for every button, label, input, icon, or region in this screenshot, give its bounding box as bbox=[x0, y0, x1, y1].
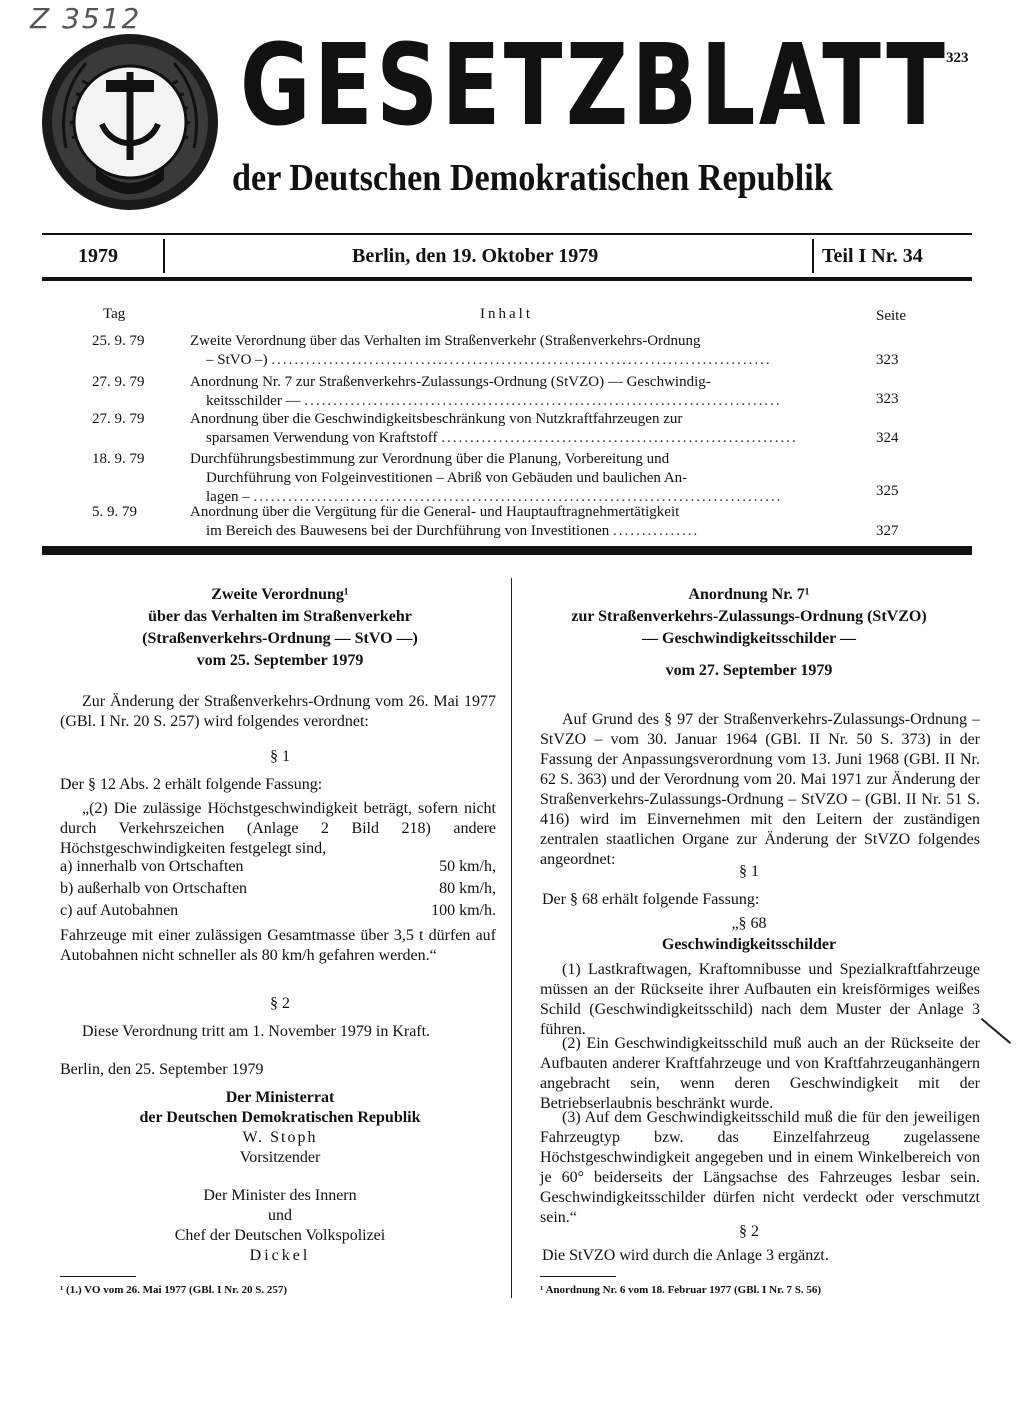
gazette-title: GESETZBLATT bbox=[240, 19, 949, 151]
speed-limit-value: 50 km/h, bbox=[439, 858, 496, 875]
right-article-heading bbox=[524, 584, 974, 682]
signature-line: Chef der Deutschen Volkspolizei bbox=[174, 1227, 386, 1244]
right-title-line: zur Straßenverkehrs-Zulassungs-Ordnung (StVZO) bbox=[571, 608, 927, 625]
toc-entry-title: Anordnung über die Vergütung für die General- und Hauptauftragnehmertätigkeit bbox=[190, 504, 680, 520]
toc-entry: 5. 9. 79 Anordnung über die Vergütung für die General- und Hauptauftragnehmertätigkeit im Bereich des Bauwesens bei der Durchführung von Investitionen ............... 327 bbox=[40, 503, 980, 543]
page-number: 323 bbox=[946, 50, 969, 66]
right-paragraph-2: (2) Ein Geschwindigkeitsschild muß auch an der Rückseite der Aufbauten anderer Kraftfahrzeuge und von Kraftfahrzeuganhängern angebracht sein, wenn deren Geschwindigkeit mit der Betriebserlaubnis beschränkt wurde. bbox=[540, 1035, 980, 1112]
issue-part: Teil I Nr. 34 bbox=[822, 245, 923, 267]
toc-entry-page: 323 bbox=[876, 391, 899, 407]
right-paragraph-3: (3) Auf dem Geschwindigkeitsschild muß die für den jeweiligen Fahrzeugtyp bzw. das Einzelfahrzeug zugelassene Höchstgeschwindigkeit angegeben und in einem Winkelbereich von je 60° beiderseits der Längsachse des Fahrzeuges lesbar sein. Geschwindigkeitsschilder dürfen nicht verdeckt oder verschmutzt sein.“ bbox=[540, 1109, 980, 1226]
state-emblem-icon bbox=[36, 28, 224, 216]
left-quote: „(2) Die zulässige Höchstgeschwindigkeit beträgt, sofern nicht durch Verkehrszeichen (Anlage 2 Bild 218) andere Höchstgeschwindigkeiten festgelegt sind, bbox=[60, 800, 496, 857]
toc-entry-title-cont: – StVO –) bbox=[206, 352, 268, 368]
speed-limit-value: 80 km/h, bbox=[439, 880, 496, 897]
right-section-2-text: Die StVZO wird durch die Anlage 3 ergänzt. bbox=[542, 1247, 829, 1264]
toc-entry-title: Anordnung Nr. 7 zur Straßenverkehrs-Zulassungs-Ordnung (StVZO) — Geschwindig- bbox=[190, 374, 711, 390]
left-section-2-text: Diese Verordnung tritt am 1. November 1979 in Kraft. bbox=[82, 1023, 431, 1040]
speed-limit-value: 100 km/h. bbox=[431, 902, 496, 919]
column-divider bbox=[511, 578, 512, 1298]
right-quoted-section-heading: „§ 68 bbox=[731, 915, 767, 932]
toc-entry-date: 25. 9. 79 bbox=[92, 333, 145, 349]
margin-pen-mark bbox=[981, 1018, 1011, 1044]
signature-name: Dickel bbox=[249, 1247, 311, 1264]
speed-limit-label: c) auf Autobahnen bbox=[60, 902, 179, 919]
left-title-line: über das Verhalten im Straßenverkehr bbox=[148, 608, 412, 625]
toc-entry-date: 27. 9. 79 bbox=[92, 411, 145, 427]
speed-limit-row bbox=[60, 902, 496, 920]
toc-entry-page: 327 bbox=[876, 523, 899, 539]
issue-divider bbox=[163, 239, 165, 273]
left-place-date: Berlin, den 25. September 1979 bbox=[60, 1061, 264, 1078]
right-section-1-heading: § 1 bbox=[739, 863, 759, 880]
toc-entry-page: 323 bbox=[876, 352, 899, 368]
gazette-subtitle: der Deutschen Demokratischen Republik bbox=[232, 157, 833, 199]
toc-entry-title: Durchführungsbestimmung zur Verordnung über die Planung, Vorbereitung und bbox=[190, 451, 670, 467]
right-title-line: vom 27. September 1979 bbox=[665, 662, 833, 679]
signature-name: W. Stoph bbox=[242, 1129, 318, 1146]
toc-entry-title-cont: keitsschilder — bbox=[206, 393, 301, 409]
signature-line: und bbox=[268, 1207, 292, 1224]
toc-entry-title-cont: sparsamen Verwendung von Kraftstoff bbox=[206, 430, 438, 446]
signature-line: der Deutschen Demokratischen Republik bbox=[139, 1109, 421, 1126]
handwritten-reference: Z 3512 bbox=[30, 2, 142, 35]
speed-limit-label: a) innerhalb von Ortschaften bbox=[60, 858, 244, 875]
left-section-1-text: Der § 12 Abs. 2 erhält folgende Fassung: bbox=[60, 776, 323, 793]
toc-entry: 27. 9. 79 Anordnung über die Geschwindigkeitsbeschränkung von Nutzkraftfahrzeugen zur sparsamen Verwendung von Kraftstoff .............................................................. 324 bbox=[40, 410, 980, 450]
toc-entry-title-cont: lagen – bbox=[206, 489, 250, 505]
toc-entry-title-cont: Durchführung von Folgeinvestitionen – Abriß von Gebäuden und baulichen An- bbox=[206, 470, 688, 486]
toc-entry-title-cont: im Bereich des Bauwesens bei der Durchführung von Investitionen bbox=[206, 523, 610, 539]
left-title-line: vom 25. September 1979 bbox=[196, 652, 364, 669]
left-title-line: Zweite Verordnung¹ bbox=[211, 586, 349, 603]
toc-entry: 27. 9. 79 Anordnung Nr. 7 zur Straßenverkehrs-Zulassungs-Ordnung (StVZO) — Geschwindig- keitsschilder — ................................................................................... 323 bbox=[40, 373, 980, 413]
right-footnote: ¹ Anordnung Nr. 6 vom 18. Februar 1977 (GBl. I Nr. 7 S. 56) bbox=[540, 1284, 821, 1296]
left-footnote: ¹ (1.) VO vom 26. Mai 1977 (GBl. I Nr. 20 S. 257) bbox=[60, 1284, 288, 1296]
right-paragraph-1: (1) Lastkraftwagen, Kraftomnibusse und Spezialkraftfahrzeuge müssen an der Rückseite ihrer Aufbauten ein kreisförmiges weißes Schild (Geschwindigkeitsschild) nach dem Muster der Anlage 3 führen. bbox=[540, 961, 980, 1038]
left-signature-block bbox=[60, 1088, 500, 1266]
toc-entry-date: 27. 9. 79 bbox=[92, 374, 145, 390]
right-title-line: Anordnung Nr. 7¹ bbox=[688, 586, 810, 603]
toc-entry-date: 18. 9. 79 bbox=[92, 451, 145, 467]
speed-limit-row bbox=[60, 858, 496, 876]
right-intro: Auf Grund des § 97 der Straßenverkehrs-Zulassungs-Ordnung – StVZO – vom 30. Januar 1964 (GBl. II Nr. 50 S. 373) in der Fassung der Anpassungsverordnung vom 13. Juni 1968 (GBl. II Nr. 62 S. 363) und der Verordnung vom 20. Mai 1971 zur Änderung der Straßenverkehrs-Zulassungs-Ordnung – StVZO – (GBl. II Nr. 51 S. 416) wird im Einvernehmen mit den Leitern der zuständigen zentralen staatlichen Organe zur Änderung der StVZO folgendes angeordnet: bbox=[540, 711, 980, 868]
signature-line: Vorsitzender bbox=[239, 1149, 321, 1166]
left-truck-rule: Fahrzeuge mit einer zulässigen Gesamtmasse über 3,5 t dürfen auf Autobahnen nicht schneller als 80 km/h gefahren werden.“ bbox=[60, 927, 496, 964]
left-section-1-heading: § 1 bbox=[270, 748, 290, 765]
left-article-heading bbox=[60, 584, 500, 672]
signature-line: Der Ministerrat bbox=[225, 1089, 335, 1106]
left-intro: Zur Änderung der Straßenverkehrs-Ordnung vom 26. Mai 1977 (GBl. I Nr. 20 S. 257) wird folgendes verordnet: bbox=[60, 693, 496, 730]
speed-limit-label: b) außerhalb von Ortschaften bbox=[60, 880, 248, 897]
left-section-2-heading: § 2 bbox=[270, 995, 290, 1012]
issue-year: 1979 bbox=[78, 245, 118, 267]
toc-entry: 18. 9. 79 Durchführungsbestimmung zur Verordnung über die Planung, Vorbereitung und Durchführung von Folgeinvestitionen – Abriß von Gebäuden und baulichen An- lagen – ............................................................................................ 325 bbox=[40, 450, 980, 508]
toc-entry-page: 325 bbox=[876, 483, 899, 499]
issue-place-date: Berlin, den 19. Oktober 1979 bbox=[352, 245, 599, 267]
left-title-line: (Straßenverkehrs-Ordnung — StVO —) bbox=[142, 630, 418, 647]
footnote-rule bbox=[60, 1276, 136, 1277]
right-section-1-text: Der § 68 erhält folgende Fassung: bbox=[542, 891, 760, 908]
toc-col-day: Tag bbox=[103, 306, 126, 322]
right-section-2-heading: § 2 bbox=[739, 1223, 759, 1240]
issue-divider bbox=[812, 239, 814, 273]
right-title-line: — Geschwindigkeitsschilder — bbox=[642, 630, 856, 647]
signature-line: Der Minister des Innern bbox=[203, 1187, 357, 1204]
issue-bar bbox=[42, 233, 972, 281]
toc-entry-title: Anordnung über die Geschwindigkeitsbeschränkung von Nutzkraftfahrzeugen zur bbox=[190, 411, 683, 427]
toc-entry-date: 5. 9. 79 bbox=[92, 504, 137, 520]
toc-entry: 25. 9. 79 Zweite Verordnung über das Verhalten im Straßenverkehr (Straßenverkehrs-Ordnung – StVO –) ....................................................................................... 323 bbox=[40, 332, 980, 372]
toc-entry-page: 324 bbox=[876, 430, 899, 446]
toc-col-page: Seite bbox=[876, 308, 906, 324]
toc-col-content: Inhalt bbox=[480, 306, 533, 322]
footnote-rule bbox=[540, 1276, 616, 1277]
speed-limit-row bbox=[60, 880, 496, 898]
section-divider bbox=[42, 546, 972, 555]
toc-entry-title: Zweite Verordnung über das Verhalten im Straßenverkehr (Straßenverkehrs-Ordnung bbox=[190, 333, 701, 349]
right-quoted-section-title: Geschwindigkeitsschilder bbox=[661, 936, 837, 953]
